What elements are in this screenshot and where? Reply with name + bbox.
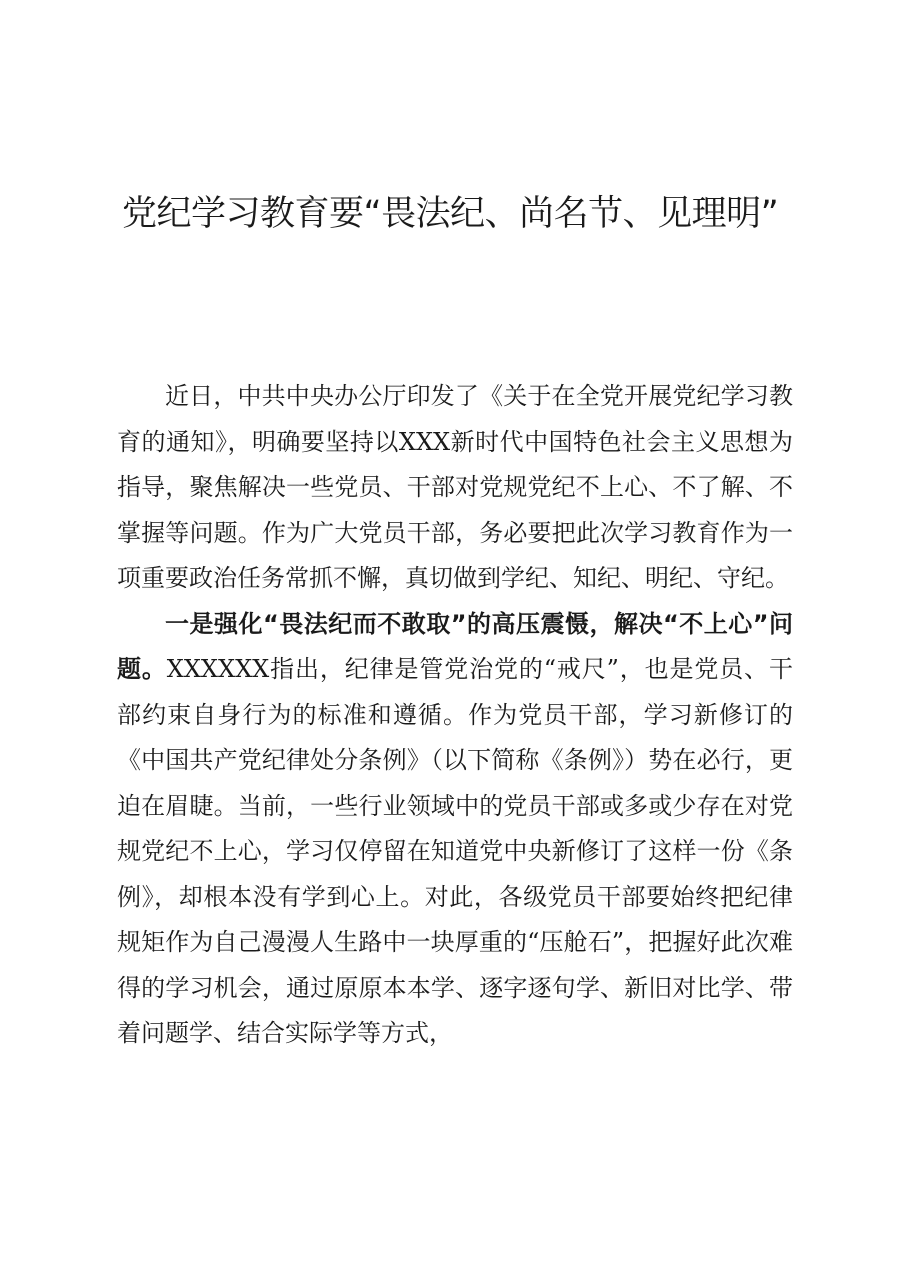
document-body [117,374,793,1057]
paragraph-1-text: 近日，中共中央办公厅印发了《关于在全党开展党纪学习教育的通知》，明确要坚持以XXX新时代中国特色社会主义思想为指导，聚焦解决一些党员、干部对党规党纪不上心、不了解、不掌握等问题。作为广大党员干部，务必要把此次学习教育作为一项重要政治任务常抓不懈，真切做到学纪、知纪、明纪、守纪。 [117,382,793,592]
document-title: 党纪学习教育要“畏法纪、尚名节、见理明” [122,194,779,234]
paragraph-2 [117,602,793,1057]
paragraph-1 [117,374,793,602]
paragraph-2-text: XXXXXX指出，纪律是管党治党的“戒尺”，也是党员、干部约束自身行为的标准和遵循。作为党员干部，学习新修订的《中国共产党纪律处分条例》（以下简称《条例》）势在必行，更迫在眉睫。当前，一些行业领域中的党员干部或多或少存在对党规党纪不上心，学习仅停留在知道党中央新修订了这样一份《条例》，却根本没有学到心上。对此，各级党员干部要始终把纪律规矩作为自己漫漫人生路中一块厚重的“压舱石”，把握好此次难得的学习机会，通过原原本本学、逐字逐句学、新旧对比学、带着问题学、结合实际学等方式， [117,655,793,1047]
paragraph-2-lead: 一是强化“畏法纪而不敢取”的高压震慑，解决“不上心”问题。 [117,609,793,683]
